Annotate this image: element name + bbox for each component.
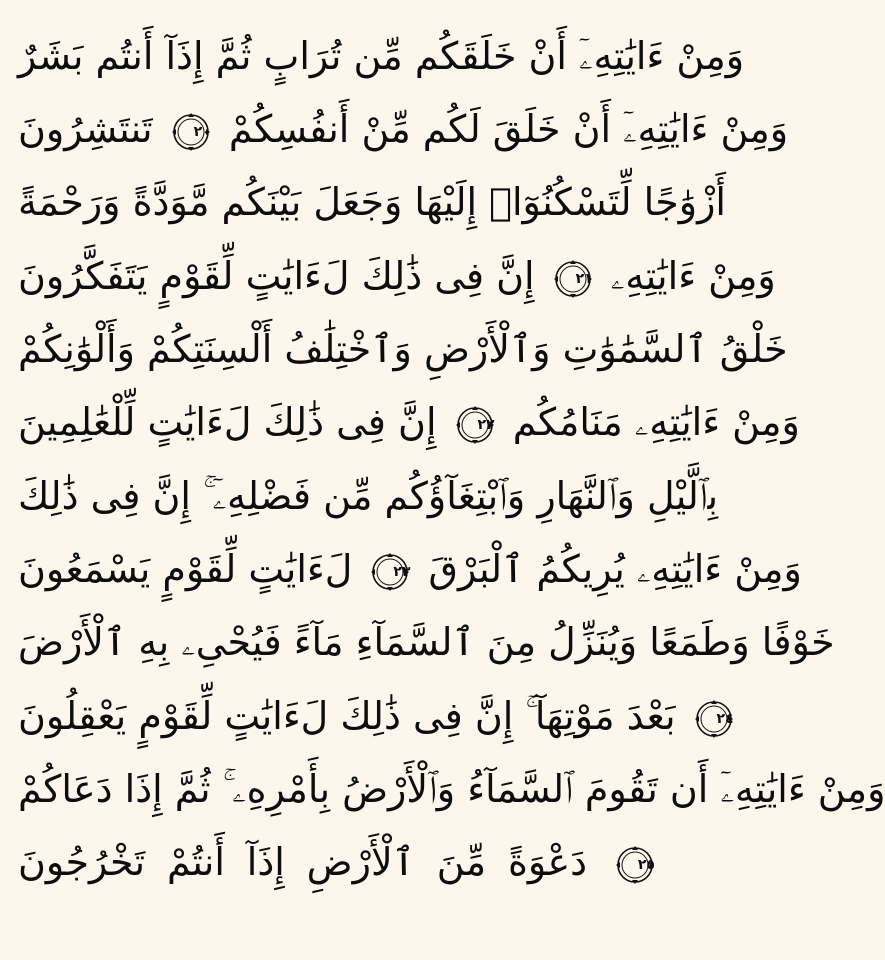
verse-text: وَمِنْ ءَايَٰتِهِۦٓ أَنْ خَلَقَكُم مِّن تُرَابٍ ثُمَّ إِذَآ أَنتُم بَشَرٌ [18, 34, 745, 78]
ayah-number-marker [694, 699, 734, 739]
quran-line [18, 606, 835, 678]
ayah-number-marker [615, 845, 655, 885]
quran-line [18, 313, 788, 385]
ayah-number: ٢٤ [716, 710, 734, 727]
ayah-number-marker [553, 259, 593, 299]
verse-text: وَمِنْ ءَايَٰتِهِۦٓ أَنْ خَلَقَ لَكُم مِّنْ أَنفُسِكُمْ [228, 107, 789, 151]
quran-line [18, 386, 800, 458]
quran-line [18, 20, 745, 92]
ayah-number: ٢٢ [477, 416, 495, 433]
ayah-number: ٢١ [575, 270, 593, 287]
verse-text: بِٱلَّيْلِ وَٱلنَّهَارِ وَٱبْتِغَآؤُكُم مِّن فَضْلِهِۦٓ ۚ إِنَّ فِى ذَٰلِكَ [18, 474, 719, 518]
quran-line [18, 93, 789, 165]
verse-text: بَعْدَ مَوْتِهَآ ۚ إِنَّ فِى ذَٰلِكَ لَءَايَٰتٍ لِّقَوْمٍ يَعْقِلُونَ [18, 694, 676, 738]
verse-text: إِنَّ فِى ذَٰلِكَ لَءَايَٰتٍ لِّلْعَٰلِمِينَ [18, 400, 437, 444]
quran-line [18, 680, 734, 752]
quran-line [18, 826, 661, 898]
ayah-number-marker [171, 112, 211, 152]
quran-line [18, 240, 776, 312]
ayah-number: ٢٣ [393, 563, 411, 580]
quran-line [18, 533, 802, 605]
ayah-number: ٢٥ [637, 856, 655, 873]
verse-text: وَمِنْ ءَايَٰتِهِۦٓ أَن تَقُومَ ٱلسَّمَآءُ وَٱلْأَرْضُ بِأَمْرِهِۦ ۚ ثُمَّ إِذَا دَعَاكُمْ [18, 767, 885, 811]
verse-text: خَلْقُ ٱلسَّمَٰوَٰتِ وَٱلْأَرْضِ وَٱخْتِلَٰفُ أَلْسِنَتِكُمْ وَأَلْوَٰنِكُمْ [18, 327, 788, 371]
verse-text: إِنَّ فِى ذَٰلِكَ لَءَايَٰتٍ لِّقَوْمٍ يَتَفَكَّرُونَ [18, 254, 535, 298]
verse-text: خَوْفًا وَطَمَعًا وَيُنَزِّلُ مِنَ ٱلسَّمَآءِ مَآءً فَيُحْىِۦ بِهِ ٱلْأَرْضَ [18, 620, 835, 664]
verse-text: تَنتَشِرُونَ [18, 107, 153, 151]
ayah-number: ٢٠ [193, 123, 211, 140]
quran-line [18, 460, 719, 532]
verse-text: دَعْوَةً مِّنَ ٱلْأَرْضِ إِذَآ أَنتُمْ تَخْرُجُونَ [18, 840, 588, 884]
ayah-number-marker [455, 405, 495, 445]
verse-text: وَمِنْ ءَايَٰتِهِۦ [610, 254, 776, 298]
verse-text: أَزْوَٰجًا لِّتَسْكُنُوٓا۟ إِلَيْهَا وَجَعَلَ بَيْنَكُم مَّوَدَّةً وَرَحْمَةً [18, 180, 726, 224]
verse-text: وَمِنْ ءَايَٰتِهِۦ مَنَامُكُم [512, 400, 800, 444]
ayah-number-marker [370, 552, 410, 592]
quran-line [18, 166, 726, 238]
verse-text: وَمِنْ ءَايَٰتِهِۦ يُرِيكُمُ ٱلْبَرْقَ [428, 547, 802, 591]
verse-text: لَءَايَٰتٍ لِّقَوْمٍ يَسْمَعُونَ [18, 547, 353, 591]
quran-line [18, 753, 885, 825]
